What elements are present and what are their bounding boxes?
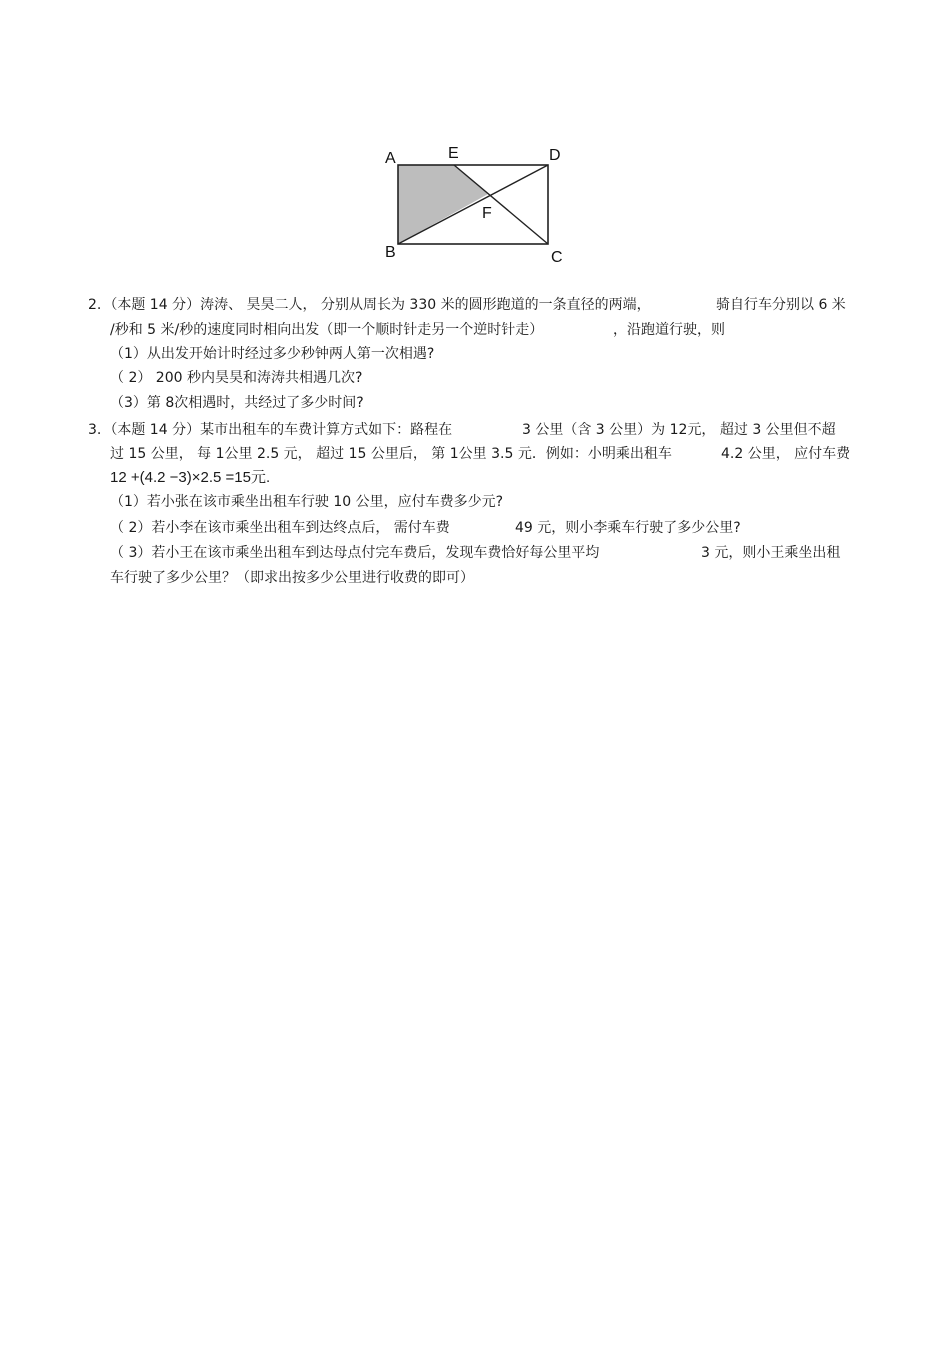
q3-line2: 过 15 公里， 每 1公里 2.5 元， 超过 15 公里后， 第 1公里 3.5 元．例如：小明乘出租车: [110, 446, 672, 462]
q2-line2: /秒和 5 米/秒的速度同时相向出发（即一个顺时针走另一个逆时针走）: [110, 322, 544, 338]
label-d: D: [549, 147, 561, 164]
q3-sub3-tail: 3 元，则小王乘坐出租: [701, 545, 841, 561]
q3-sub3-line2: 车行驶了多少公里？（即求出按多少公里进行收费的即可）: [110, 570, 474, 586]
q2-stem-part1: （本题 14 分）涛涛、 昊昊二人， 分别从周长为 330 米的圆形跑道的一条直径的两端，: [103, 297, 651, 313]
label-c: C: [551, 249, 563, 266]
q3-formula: 12 +(4.2 −3)×2.5 =15元.: [110, 469, 271, 486]
label-f: F: [482, 205, 492, 222]
q2-sub1: （1）从出发开始计时经过多少秒钟两人第一次相遇?: [110, 346, 435, 362]
q3-sub2-tail: 49 元，则小李乘车行驶了多少公里?: [515, 520, 741, 536]
q3-number: 3.: [88, 422, 102, 438]
q3-line1-tail: 3 公里（含 3 公里）为 12元， 超过 3 公里但不超: [522, 422, 836, 438]
q3-sub2: （ 2）若小李在该市乘坐出租车到达终点后， 需付车费: [110, 520, 450, 536]
q2-line1: [88, 295, 651, 315]
q2-number: 2.: [88, 297, 102, 313]
q2-line2-tail: ，沿跑道行驶，则: [613, 322, 725, 338]
q3-sub1: （1）若小张在该市乘坐出租车行驶 10 公里，应付车费多少元?: [110, 494, 504, 510]
q2-sub2: （ 2） 200 秒内昊昊和涛涛共相遇几次?: [110, 370, 363, 386]
q3-line1: [88, 420, 452, 440]
q2-sub3: （3）第 8次相遇时，共经过了多少时间?: [110, 395, 364, 411]
q2-line1-tail: 骑自行车分别以 6 米: [716, 297, 846, 313]
label-a: A: [385, 150, 396, 167]
q3-sub3: （ 3）若小王在该市乘坐出租车到达母点付完车费后，发现车费恰好每公里平均: [110, 545, 600, 561]
q3-stem-part1: （本题 14 分）某市出租车的车费计算方式如下：路程在: [103, 422, 453, 438]
label-e: E: [448, 145, 459, 162]
geometry-figure: [375, 138, 575, 268]
q3-line2-tail: 4.2 公里， 应付车费: [721, 446, 851, 462]
label-b: B: [385, 244, 396, 261]
